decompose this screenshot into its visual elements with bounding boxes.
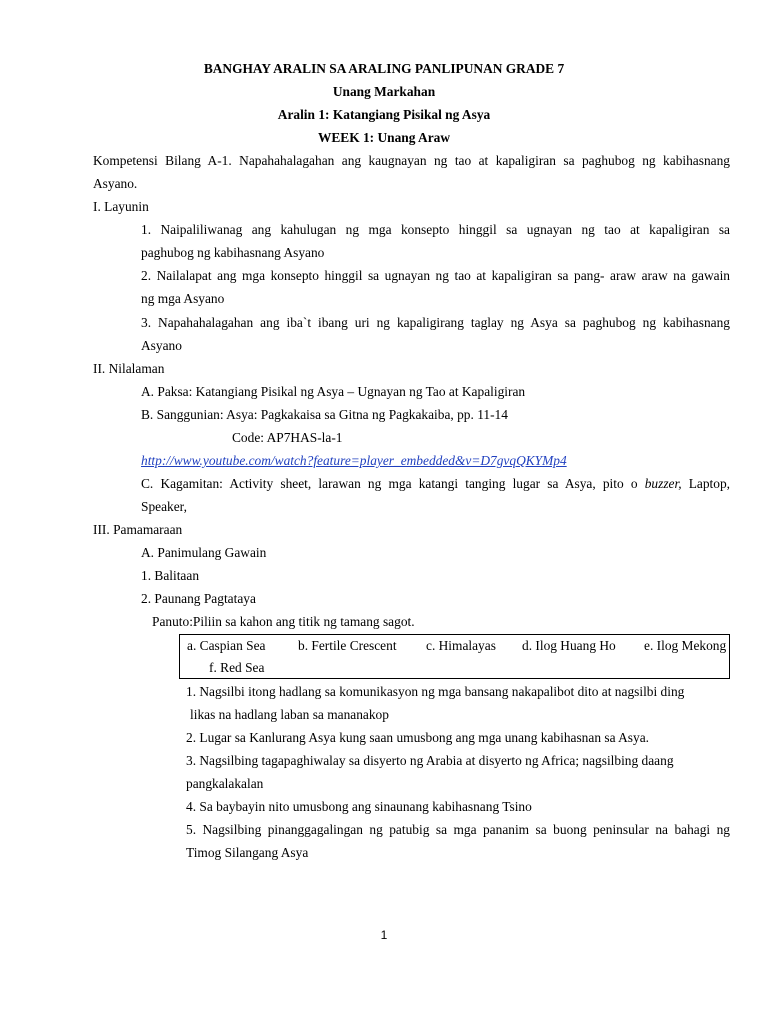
content-heading: II. Nilalaman	[93, 361, 165, 376]
question-1-line-2: likas na hadlang laban sa mananakop	[190, 707, 389, 722]
procedure-heading: III. Pamamaraan	[93, 522, 183, 537]
choice-d: d. Ilog Huang Ho	[522, 638, 616, 653]
materials-line-2: Speaker,	[141, 499, 187, 514]
competency-line-2: Asyano.	[93, 176, 138, 191]
objective-2-line-2: ng mga Asyano	[141, 291, 225, 306]
objective-3-line-2: Asyano	[141, 338, 182, 353]
question-5-line-2: Timog Silangang Asya	[186, 845, 309, 860]
choice-c: c. Himalayas	[426, 638, 496, 653]
question-4: 4. Sa baybayin nito umusbong ang sinaunang kabihasnang Tsino	[186, 799, 532, 814]
choice-a: a. Caspian Sea	[187, 638, 266, 653]
question-3-line-1: 3. Nagsilbing tagapaghiwalay sa disyerto ng Arabia at disyerto ng Africa; nagsilbing daang	[186, 753, 674, 768]
procedure-sub-a: A. Panimulang Gawain	[141, 545, 267, 560]
objective-1-line-1: 1. Naipaliliwanag ang kahulugan ng mga konsepto hinggil sa ugnayan ng tao at kapaligiran sa	[141, 222, 730, 237]
choice-b: b. Fertile Crescent	[298, 638, 397, 653]
objectives-heading: I. Layunin	[93, 199, 149, 214]
procedure-step-2: 2. Paunang Pagtataya	[141, 591, 256, 606]
instruction-line: Panuto:Piliin sa kahon ang titik ng tamang sagot.	[152, 614, 415, 629]
youtube-link[interactable]: http://www.youtube.com/watch?feature=player_embedded&v=D7gvqQKYMp4	[141, 453, 567, 468]
objective-1-line-2: paghubog ng kabihasnang Asyano	[141, 245, 325, 260]
choice-f: f. Red Sea	[209, 660, 265, 675]
objective-3-line-1: 3. Napahahalagahan ang iba`t ibang uri ng kapaligirang taglay ng Asya sa paghubog ng kabihasnang	[141, 315, 730, 330]
question-1-line-1: 1. Nagsilbi itong hadlang sa komunikasyon ng mga bansang nakapalibot dito at nagsilbi ding	[186, 684, 685, 699]
question-2: 2. Lugar sa Kanlurang Asya kung saan umusbong ang mga unang kabihasnan sa Asya.	[186, 730, 649, 745]
choices-box	[179, 634, 730, 679]
objective-2-line-1: 2. Nailalapat ang mga konsepto hinggil sa ugnayan ng tao at kapaligiran sa pang- araw araw na gawain	[141, 268, 730, 283]
page-number: 1	[380, 928, 388, 942]
question-5-line-1: 5. Nagsilbing pinanggagalingan ng patubig sa mga pananim sa buong peninsular na bahagi ng	[186, 822, 730, 837]
materials-text-b: Laptop,	[681, 476, 730, 491]
quarter-heading: Unang Markahan	[332, 84, 436, 99]
choice-e: e. Ilog Mekong	[644, 638, 727, 653]
materials-line-1	[141, 476, 730, 492]
materials-text-a: C. Kagamitan: Activity sheet, larawan ng mga katangi tanging lugar sa Asya, pito o	[141, 476, 645, 491]
competency-line-1: Kompetensi Bilang A-1. Napahahalagahan ang kaugnayan ng tao at kapaligiran sa paghubog ng kabihasnang	[93, 153, 730, 168]
document-title: BANGHAY ARALIN SA ARALING PANLIPUNAN GRADE 7	[203, 61, 565, 76]
question-3-line-2: pangkalakalan	[186, 776, 264, 791]
materials-buzzer-em: buzzer,	[644, 476, 682, 491]
lesson-heading: Aralin 1: Katangiang Pisikal ng Asya	[277, 107, 491, 122]
code-line: Code: AP7HAS-la-1	[232, 430, 343, 445]
subject-line: A. Paksa: Katangiang Pisikal ng Asya – Ugnayan ng Tao at Kapaligiran	[141, 384, 526, 399]
reference-line: B. Sanggunian: Asya: Pagkakaisa sa Gitna ng Pagkakaiba, pp. 11-14	[141, 407, 508, 422]
procedure-step-1: 1. Balitaan	[141, 568, 200, 583]
week-heading: WEEK 1: Unang Araw	[317, 130, 451, 145]
